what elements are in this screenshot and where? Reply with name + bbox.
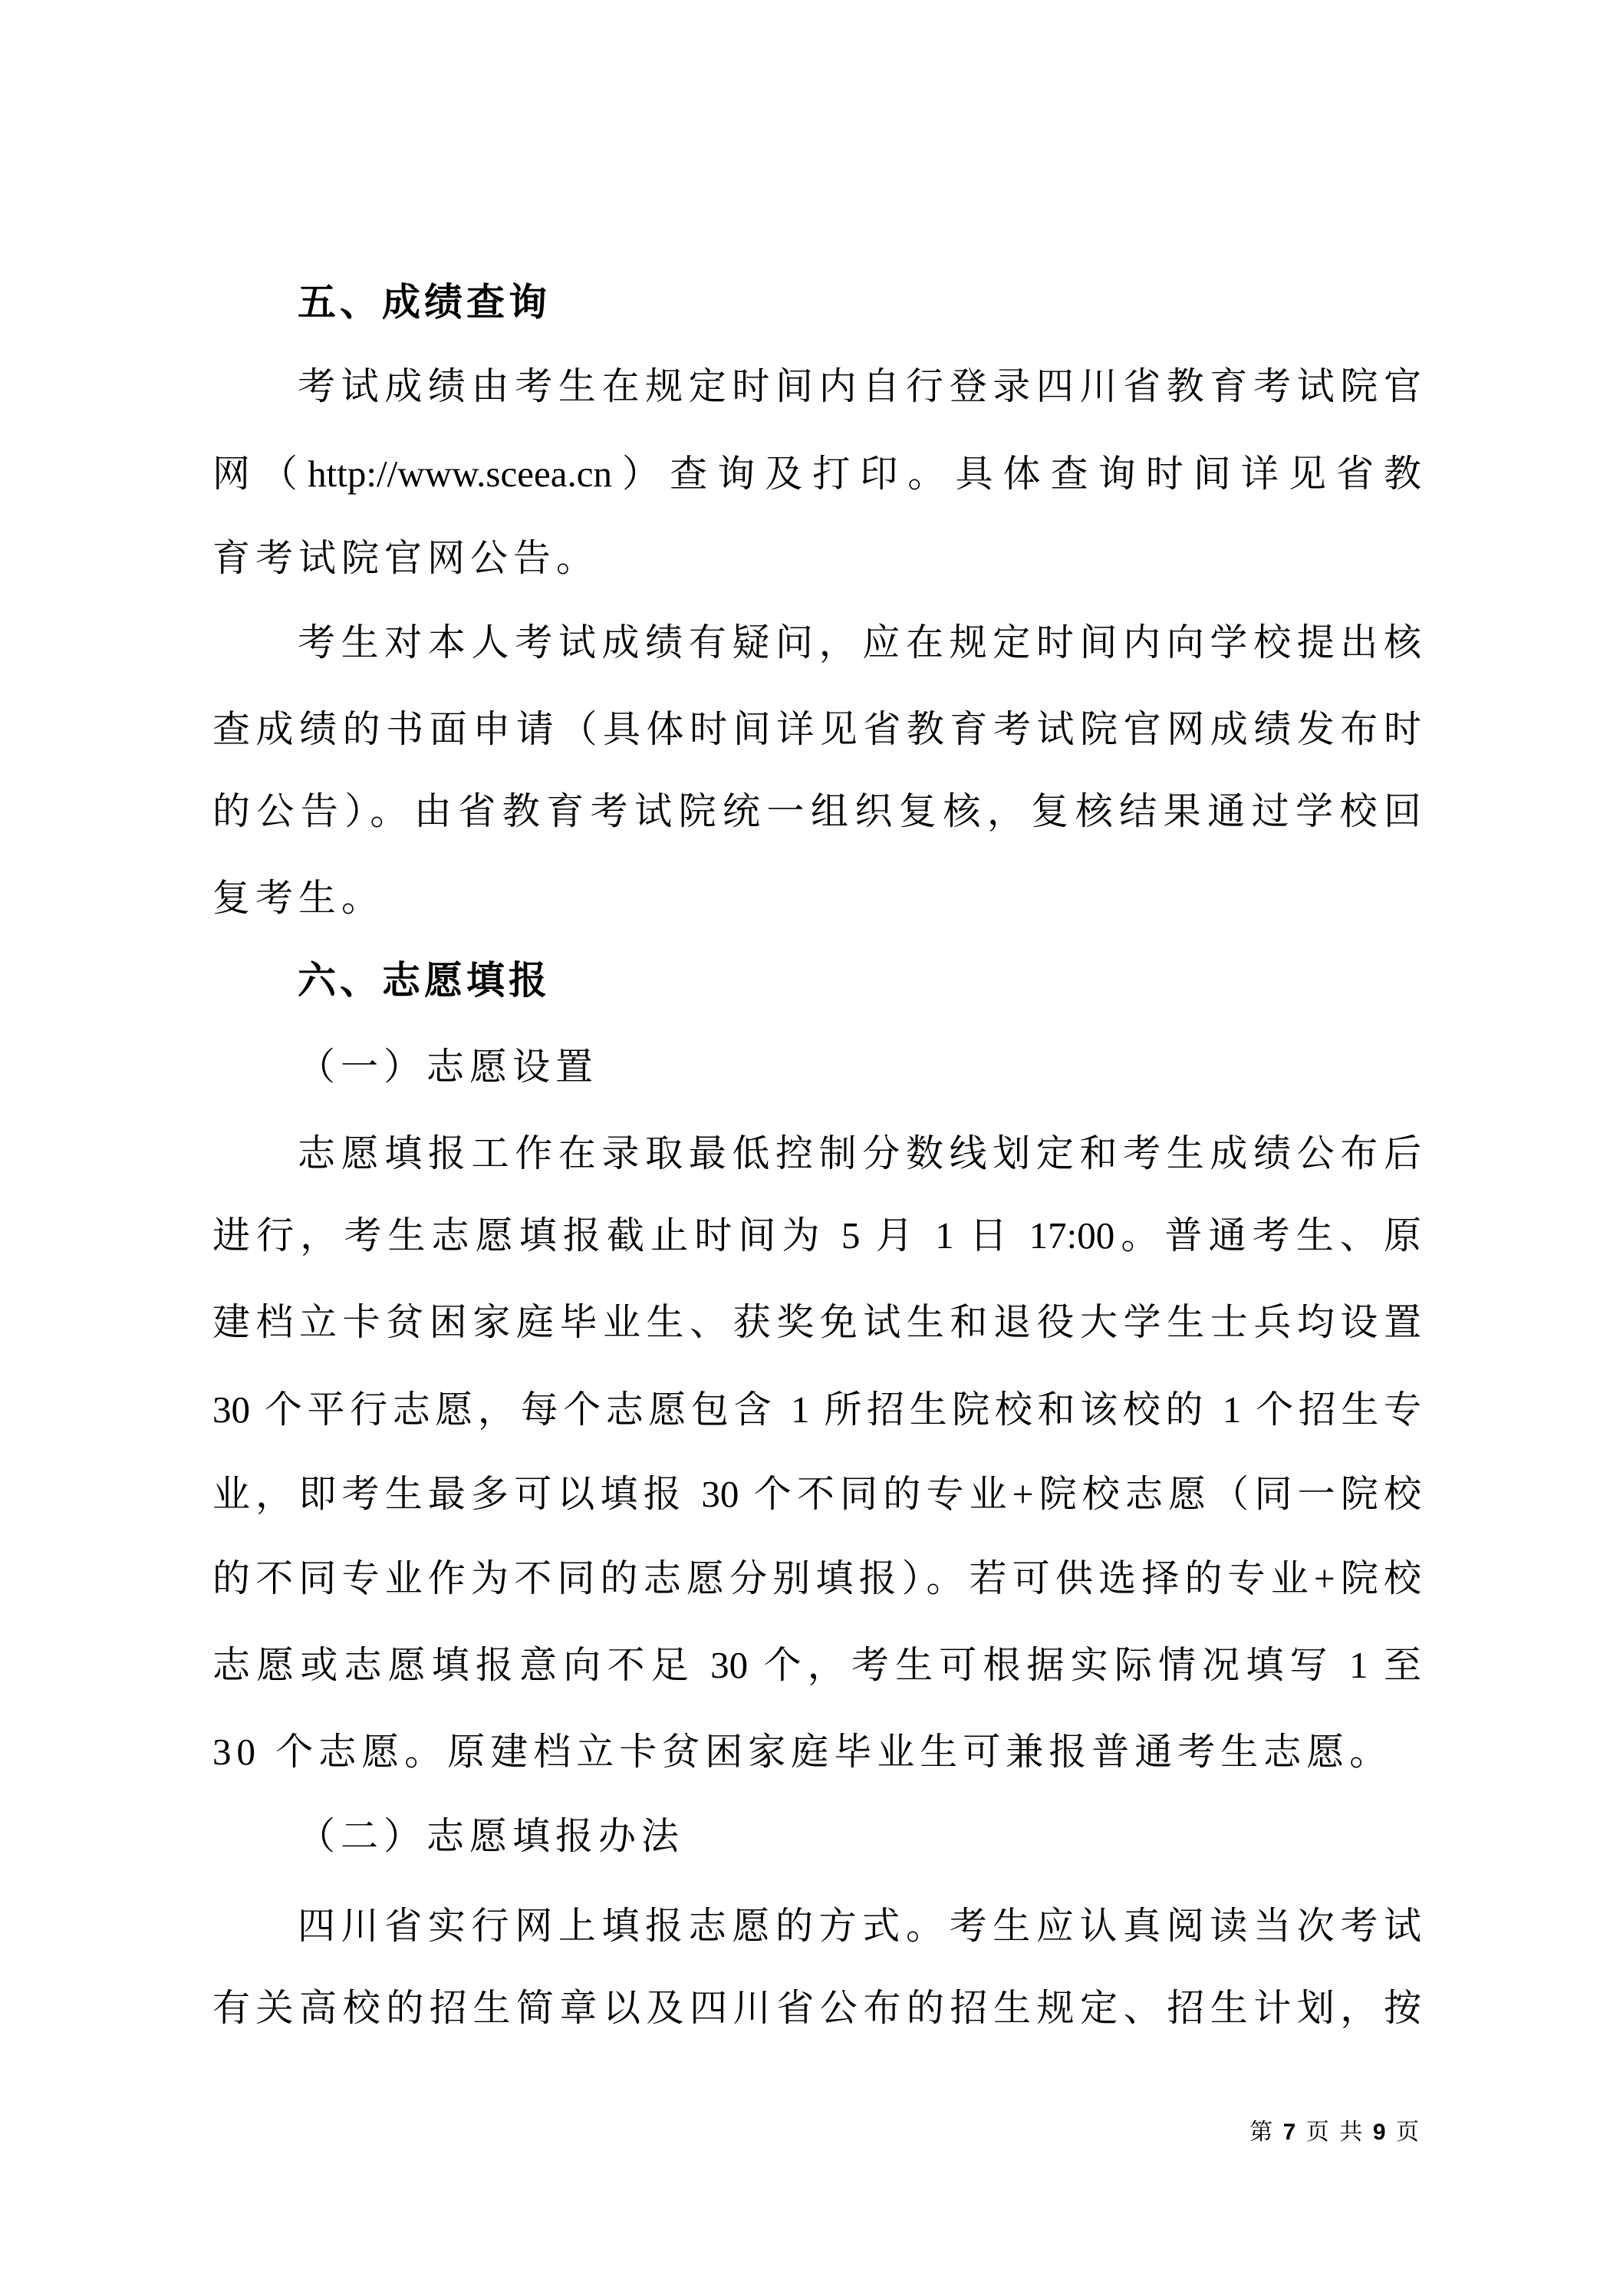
paragraph-line: 业，即考生最多可以填报 30 个不同的专业+院校志愿（同一院校	[212, 1473, 1421, 1515]
paragraph-line: 复考生。	[212, 877, 385, 919]
paragraph-line: 进行，考生志愿填报截止时间为 5 月 1 日 17:00。普通考生、原	[212, 1214, 1421, 1257]
footer-label-first: 第	[1249, 2120, 1283, 2145]
paragraph-line: 志愿填报工作在录取最低控制分数线划定和考生成绩公布后	[298, 1132, 1421, 1174]
paragraph-line: 有关高校的招生简章以及四川省公布的招生规定、招生计划，按	[212, 1987, 1421, 2029]
paragraph-line: 考试成绩由考生在规定时间内自行登录四川省教育考试院官	[298, 365, 1421, 407]
paragraph-line: 考生对本人考试成绩有疑问，应在规定时间内向学校提出核	[298, 621, 1421, 664]
total-page-number: 9	[1372, 2120, 1388, 2145]
paragraph-line: 建档立卡贫困家庭毕业生、获奖免试生和退役大学生士兵均设置	[212, 1301, 1421, 1343]
paragraph-line: 查成绩的书面申请（具体时间详见省教育考试院官网成绩发布时	[212, 708, 1421, 750]
paragraph-line: 的公告）。由省教育考试院统一组织复核，复核结果通过学校回	[212, 790, 1421, 832]
section-heading-volunteer-application: 六、志愿填报	[298, 959, 551, 1002]
paragraph-line: 30 个志愿。原建档立卡贫困家庭毕业生可兼报普通考生志愿。	[212, 1731, 1393, 1773]
footer-label-last: 页	[1388, 2120, 1421, 2145]
paragraph-line: 育考试院官网公告。	[212, 537, 600, 579]
subsection-heading-volunteer-setup: （一）志愿设置	[298, 1046, 599, 1088]
page-footer	[212, 2117, 1421, 2148]
paragraph-line: 的不同专业作为不同的志愿分别填报）。若可供选择的专业+院校	[212, 1557, 1421, 1599]
paragraph-line: 网（http://www.sceea.cn）查询及打印。具体查询时间详见省教	[212, 453, 1421, 495]
paragraph-line: 志愿或志愿填报意向不足 30 个，考生可根据实际情况填写 1 至	[212, 1644, 1421, 1686]
paragraph-line: 四川省实行网上填报志愿的方式。考生应认真阅读当次考试	[298, 1905, 1421, 1947]
paragraph-line: 30 个平行志愿，每个志愿包含 1 所招生院校和该校的 1 个招生专	[212, 1388, 1421, 1431]
footer-label-mid: 页 共	[1298, 2120, 1373, 2145]
current-page-number: 7	[1282, 2120, 1299, 2145]
subsection-heading-volunteer-method: （二）志愿填报办法	[298, 1815, 685, 1857]
section-heading-score-inquiry: 五、成绩查询	[298, 281, 551, 324]
